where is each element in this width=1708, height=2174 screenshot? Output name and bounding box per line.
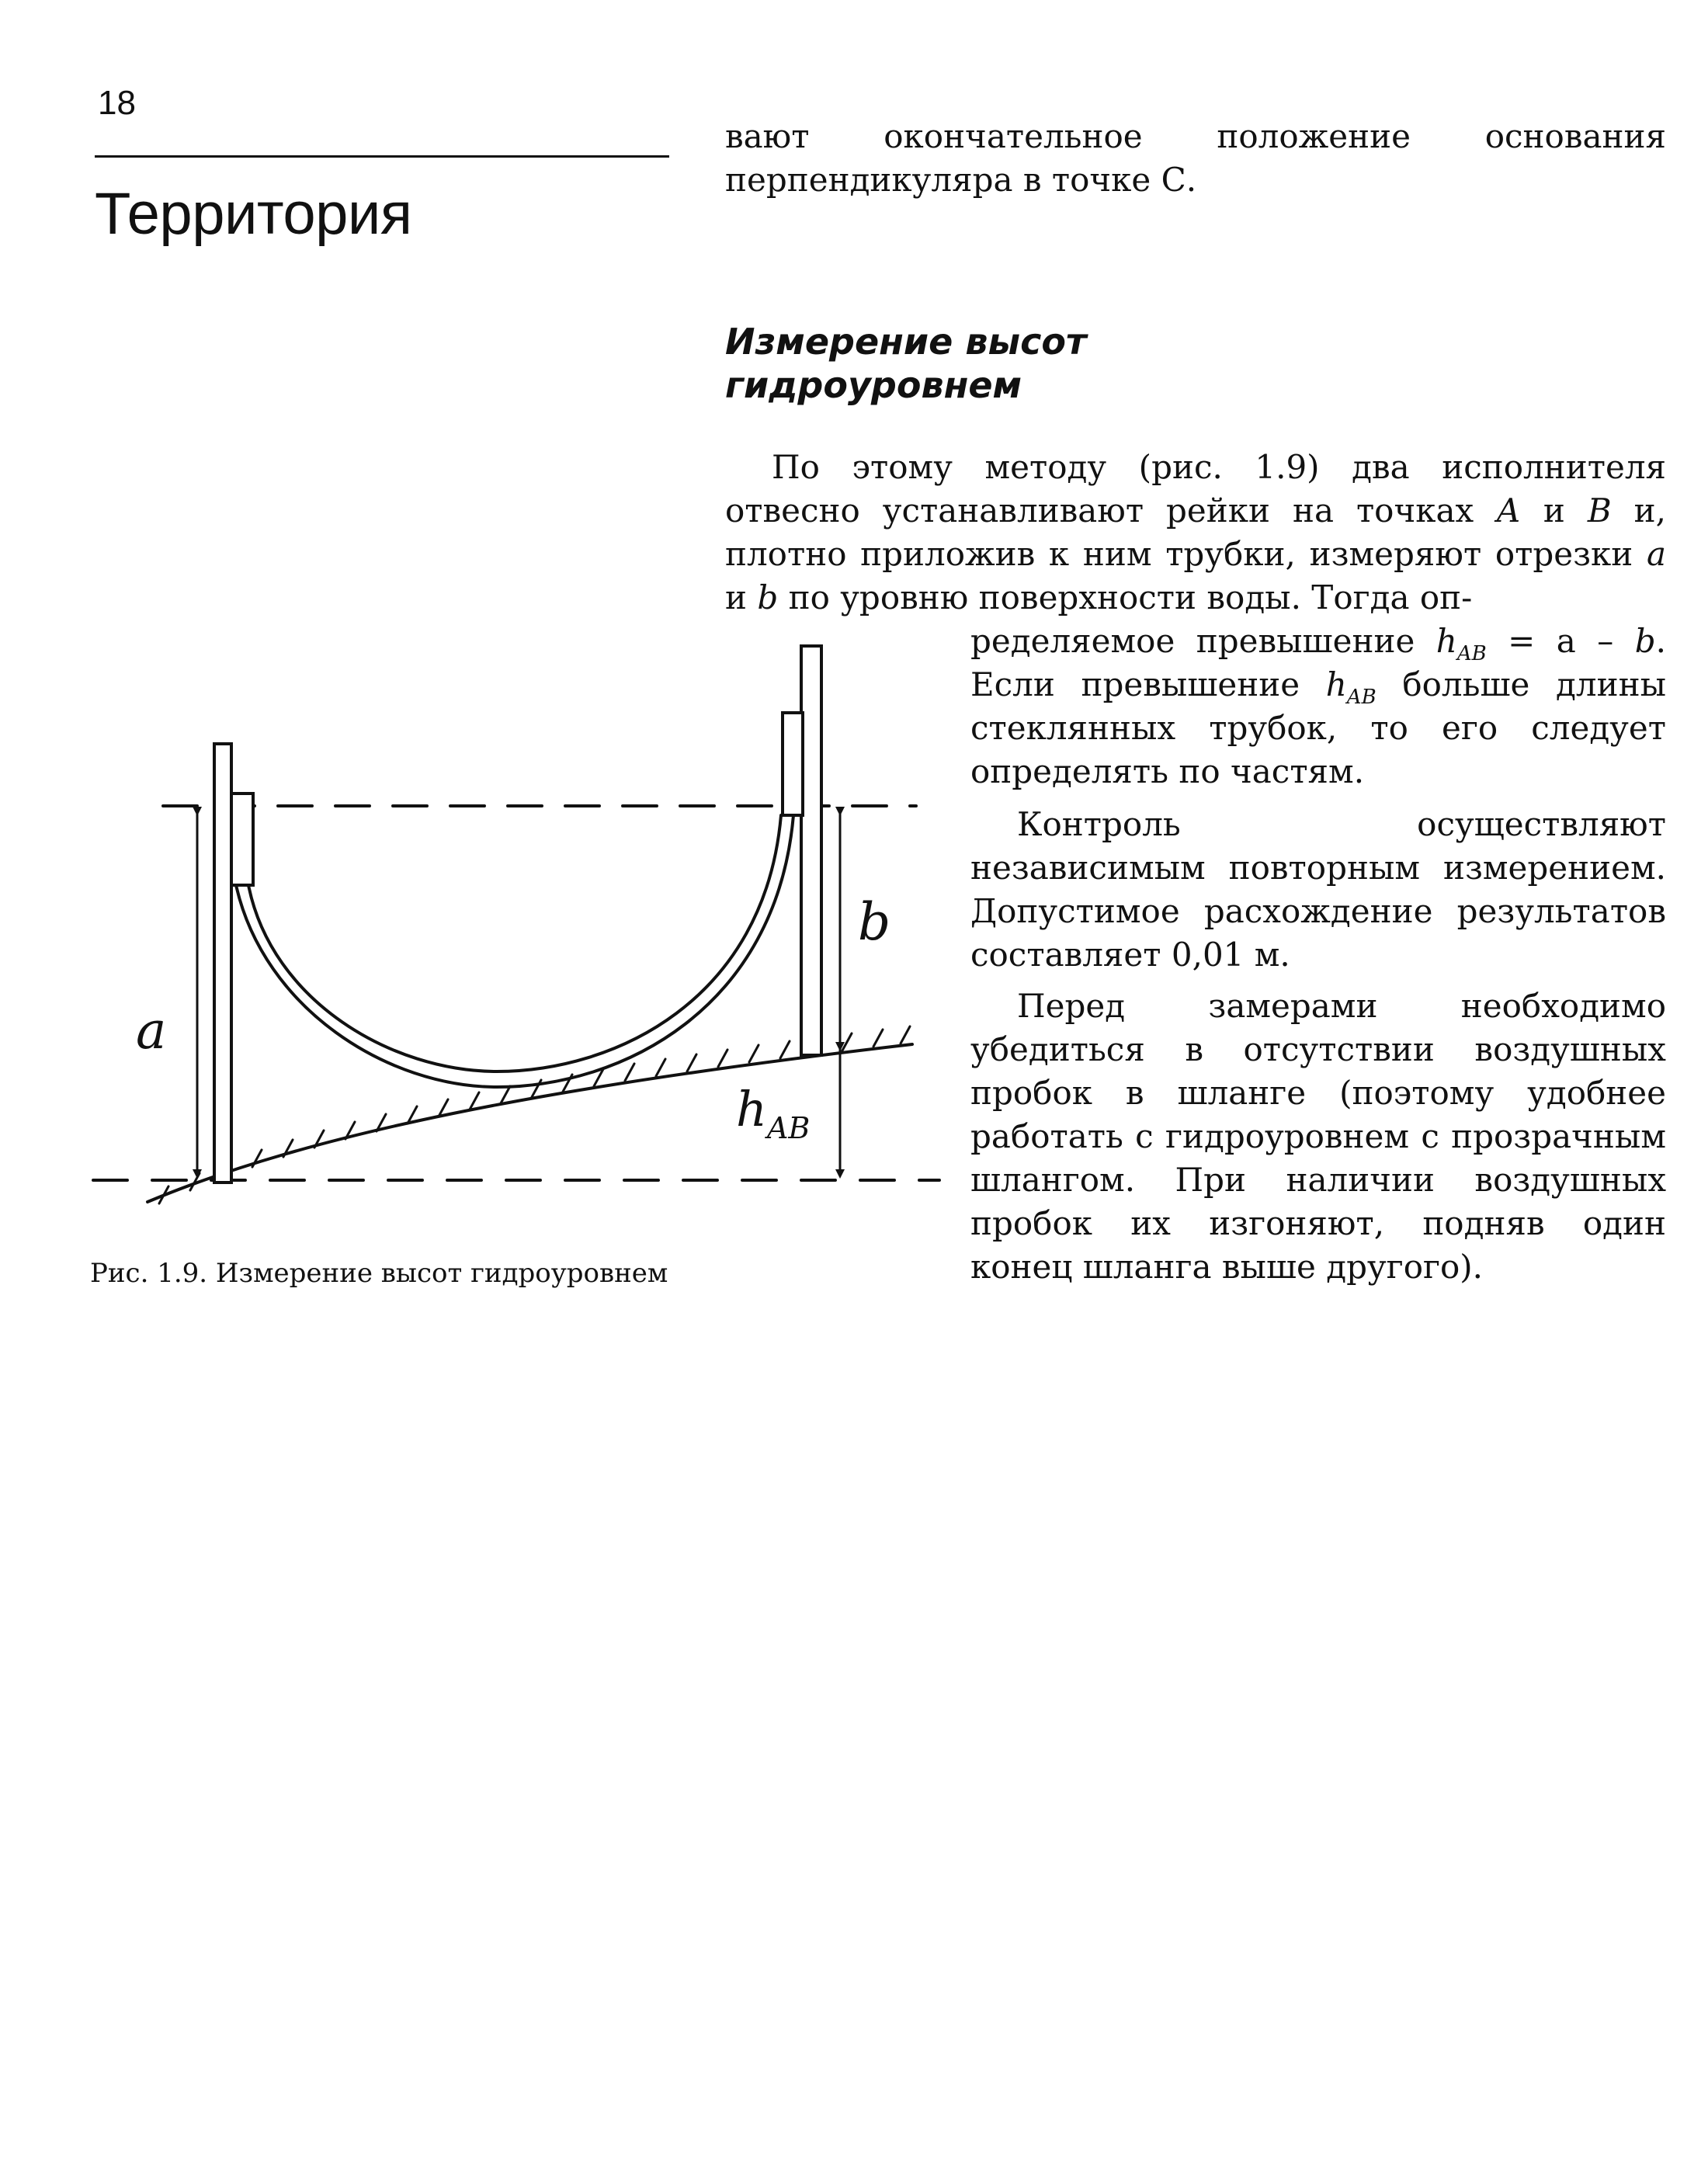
figure-label-a: a (136, 1001, 167, 1061)
hose-outer (236, 815, 793, 1087)
section-heading (725, 320, 1191, 407)
segment-a-label: a (1646, 535, 1666, 573)
text-run: и (725, 578, 758, 616)
formula-h: h (1435, 622, 1457, 660)
header-rule (95, 155, 669, 158)
right-tube-end (783, 713, 803, 815)
formula-b: b (1634, 622, 1656, 660)
section-heading-line-1: Измерение высот (725, 321, 1087, 363)
figure-caption: Рис. 1.9. Измерение высот гидроуровнем (90, 1258, 668, 1289)
figure-label-h-subscript: AB (766, 1111, 811, 1145)
figure-label-h (736, 1081, 810, 1145)
text-run: ределяемое превышение (970, 622, 1436, 660)
formula-h-subscript: AB (1456, 642, 1487, 665)
left-staff (214, 744, 231, 1183)
section-heading-line-2: гидроуровнем (725, 364, 1022, 406)
text-run: по уровню поверхности воды. Тогда оп- (778, 578, 1473, 616)
text-run: = a – (1486, 622, 1635, 660)
paragraph-air-bubbles: Перед замерами необходимо убедиться в отсутствии воздушных пробок в шланге (поэтому удобнее работать с гидроуровнем с прозрачным шлангом. При наличии воздушных пробок их изгоняют, подняв один конец шланга выше другого). (970, 987, 1666, 1286)
point-a-label: А (1496, 491, 1521, 530)
segment-b-label: b (757, 578, 779, 616)
right-staff (801, 646, 821, 1055)
paragraph-method-continued (970, 620, 1666, 794)
figure-label-b: b (858, 892, 891, 952)
formula-h: h (1325, 665, 1347, 703)
text-run: и, плотно приложив к ним трубки, измеряют отрезки (725, 491, 1667, 573)
text-run: и (1520, 491, 1588, 530)
point-b-label: В (1587, 491, 1612, 530)
figure-label-h-main: h (736, 1081, 767, 1137)
left-tube-end (231, 794, 253, 885)
formula-h-subscript: AB (1346, 686, 1376, 709)
figure-hydrolevel-diagram (85, 637, 947, 1242)
intro-paragraph: вают окончательное положение основания перпендикуляра в точке С. (725, 117, 1666, 199)
page-number: 18 (98, 84, 136, 122)
chapter-title: Территория (95, 181, 412, 247)
text-run: . Если превышение (970, 622, 1666, 703)
text-run: По этому методу (рис. 1.9) два исполнителя отвесно устанавливают рейки на точках (725, 448, 1666, 530)
paragraph-control: Контроль осуществляют независимым повторным измерением. Допустимое расхождение результатов составляет 0,01 м. (970, 805, 1666, 974)
hose-inner (248, 815, 781, 1071)
paragraph-method (725, 446, 1666, 620)
text-run: больше длины стеклянных трубок, то его следует определять по частям. (970, 665, 1666, 790)
